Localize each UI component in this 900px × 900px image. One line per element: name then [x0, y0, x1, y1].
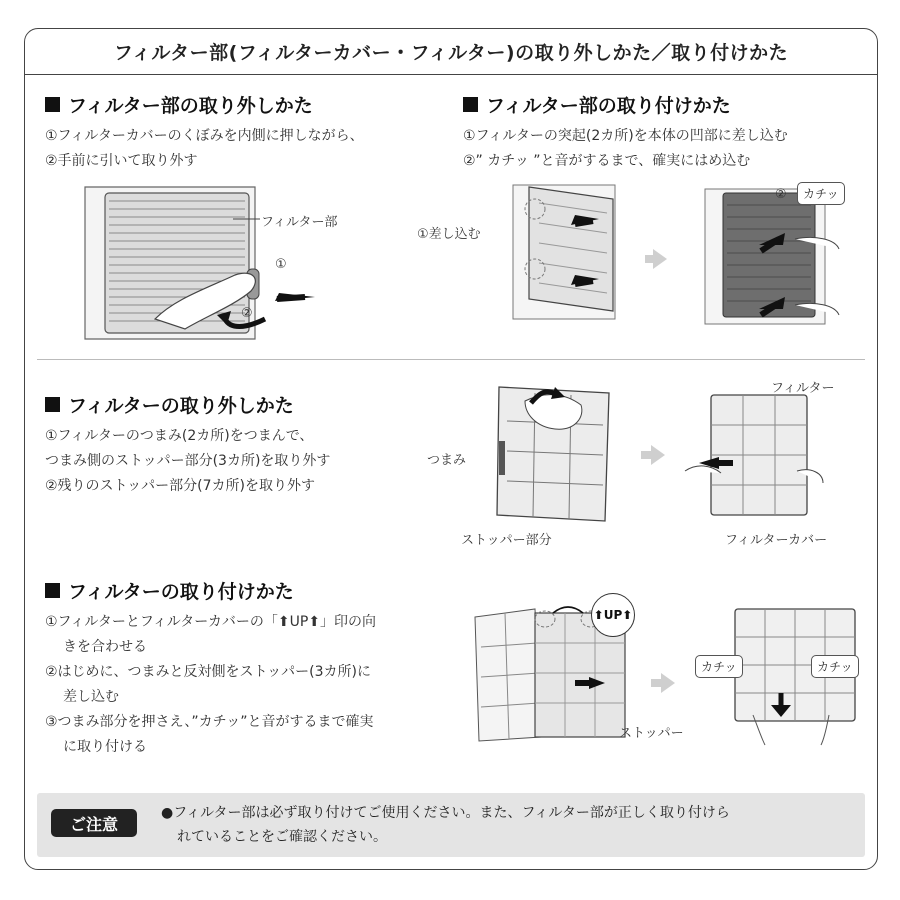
step-line: ②残りのストッパー部分(7カ所)を取り外す — [45, 478, 315, 494]
remove-unit-illustration — [65, 179, 365, 349]
step-list — [463, 124, 788, 174]
label-filter-cover: フィルターカバー — [725, 533, 828, 548]
marker-step-2: ② — [241, 306, 253, 321]
step-line: つまみ側のストッパー部分(3カ所)を取り外す — [45, 453, 331, 469]
caution-line: ●フィルター部は必ず取り付けてご使用ください。また、フィルター部が正しく取り付けら — [161, 805, 730, 821]
section-remove-filter — [45, 391, 330, 499]
step-list — [45, 424, 330, 499]
caution-text — [161, 801, 851, 849]
page-title: フィルター部(フィルターカバー・フィルター)の取り外しかた／取り付けかた — [25, 29, 877, 75]
step-line: ②はじめに、つまみと反対側をストッパー(3カ所)に — [45, 664, 371, 680]
square-bullet-icon — [463, 97, 478, 112]
label-insert: ①差し込む — [417, 227, 481, 242]
square-bullet-icon — [45, 583, 60, 598]
step-line: に取り付ける — [63, 739, 147, 755]
marker-step-2: ② — [775, 187, 787, 202]
section-attach-unit — [463, 91, 788, 174]
section-heading: フィルター部の取り付けかた — [463, 91, 788, 118]
step-line: 差し込む — [63, 689, 119, 705]
step-line: ①フィルターカバーのくぼみを内側に押しながら、 — [45, 128, 364, 144]
step-line: ①フィルターのつまみ(2カ所)をつまんで、 — [45, 428, 314, 444]
label-filter: フィルター — [771, 381, 835, 396]
marker-step-1: ① — [275, 257, 287, 272]
label-stopper: ストッパー — [619, 726, 684, 741]
step-list — [45, 124, 364, 174]
step-line: ③つまみ部分を押さえ、”カチッ”と音がするまで確実 — [45, 714, 374, 730]
caution-box — [37, 793, 865, 857]
step-line: ②手前に引いて取り外す — [45, 153, 198, 169]
up-mark-badge: ⬆UP⬆ — [591, 593, 635, 637]
square-bullet-icon — [45, 397, 60, 412]
step-list — [45, 610, 376, 760]
section-heading: フィルター部の取り外しかた — [45, 91, 364, 118]
step-line: ①フィルターとフィルターカバーの「⬆UP⬆」印の向 — [45, 614, 377, 630]
label-knob: つまみ — [427, 453, 467, 468]
remove-filter-illustration — [485, 381, 825, 531]
caution-badge: ご注意 — [51, 809, 137, 837]
instruction-panel — [24, 28, 878, 870]
section-heading: フィルターの取り付けかた — [45, 577, 376, 604]
label-filter-unit: フィルター部 — [261, 215, 338, 230]
caution-line: れていることをご確認ください。 — [177, 829, 387, 845]
section-divider — [37, 359, 865, 360]
square-bullet-icon — [45, 97, 60, 112]
step-line: ②” カチッ ”と音がするまで、確実にはめ込む — [463, 153, 751, 169]
label-stopper-part: ストッパー部分 — [461, 533, 552, 548]
callout-click-left: カチッ — [695, 655, 743, 678]
section-remove-unit — [45, 91, 364, 174]
callout-click: カチッ — [797, 182, 845, 205]
callout-click-right: カチッ — [811, 655, 859, 678]
step-line: ①フィルターの突起(2カ所)を本体の凹部に差し込む — [463, 128, 788, 144]
section-heading: フィルターの取り外しかた — [45, 391, 330, 418]
step-line: きを合わせる — [63, 639, 147, 655]
section-attach-filter — [45, 577, 376, 760]
